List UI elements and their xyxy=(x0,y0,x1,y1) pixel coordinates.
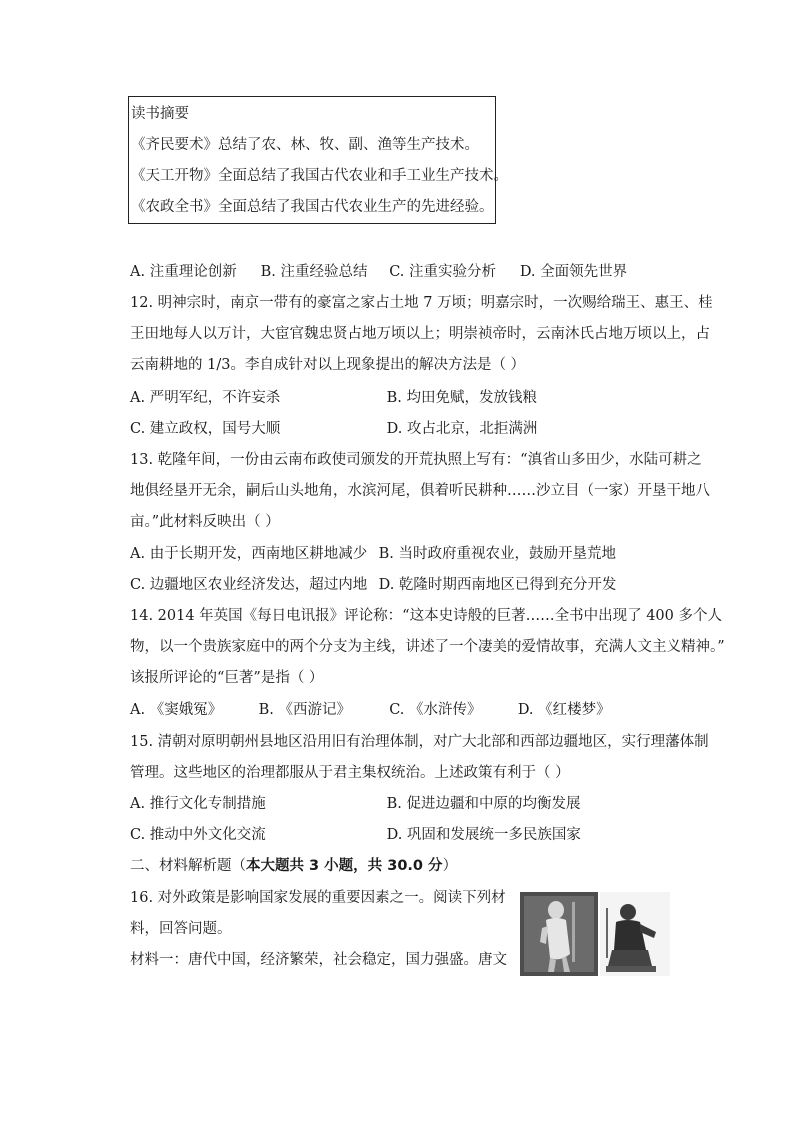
section-heading-prefix: 二、材料解析题（ xyxy=(130,858,246,874)
q16-line: 材料一：唐代中国，经济繁荣，社会稳定，国力强盛。唐文 xyxy=(130,952,507,968)
q12-options-row1 xyxy=(130,388,537,408)
q12-line: 12. 明神宗时，南京一带有的豪富之家占土地 7 万顷；明嘉宗时，一次赐给瑞王、惠王、桂 xyxy=(130,295,713,311)
section-heading-bold: 本大题共 3 小题，共 30.0 分 xyxy=(246,858,443,874)
box-line: 《农政全书》全面总结了我国古代农业生产的先进经验。 xyxy=(131,199,494,215)
q13-line: 13. 乾隆年间，一份由云南布政使司颁发的开荒执照上写有：“滇省山多田少，水陆可耕之 xyxy=(130,452,702,468)
q11-option-b[interactable]: B. 注重经验总结 xyxy=(260,264,368,280)
q12-line: 王田地每人以万计，大宦官魏忠贤占地万顷以上；明崇祯帝时，云南沐氏占地万顷以上，占 xyxy=(130,326,710,342)
q11-option-d[interactable]: D. 全面领先世界 xyxy=(519,264,628,280)
q15-line: 15. 清朝对原明朝州县地区沿用旧有治理体制，对广大北部和西部边疆地区，实行理藩体制 xyxy=(130,734,709,750)
q15-option-a[interactable]: A. 推行文化专制措施 xyxy=(130,796,266,812)
reading-notes-box xyxy=(128,96,508,224)
box-line: 《天工开物》全面总结了我国古代农业和手工业生产技术。 xyxy=(131,168,508,184)
q15-options-row1 xyxy=(130,794,580,814)
q16-line: 16. 对外政策是影响国家发展的重要因素之一。阅读下列材 xyxy=(130,890,506,906)
q11-option-a[interactable]: A. 注重理论创新 xyxy=(130,264,237,280)
tang-figure-photo xyxy=(520,892,598,976)
q13-line: 亩。”此材料反映出（ ） xyxy=(130,514,280,530)
q12-option-c[interactable]: C. 建立政权，国号大顺 xyxy=(130,421,281,437)
box-title: 读书摘要 xyxy=(131,106,189,122)
q13-options-row1 xyxy=(130,544,616,564)
q15-line: 管理。这些地区的治理都服从于君主集权统治。上述政策有利于（ ） xyxy=(130,765,570,781)
q12-option-a[interactable]: A. 严明军纪，不许妄杀 xyxy=(130,390,281,406)
section-heading xyxy=(130,856,457,876)
q14-option-d[interactable]: D. 《红楼梦》 xyxy=(517,702,611,718)
q11-options xyxy=(130,262,627,282)
q13-options-row2 xyxy=(130,575,616,595)
q14-line: 14. 2014 年英国《每日电讯报》评论称：“这本史诗般的巨著……全书中出现了 400 多个人 xyxy=(130,608,722,624)
q15-option-b[interactable]: B. 促进边疆和中原的均衡发展 xyxy=(386,796,581,812)
section-heading-suffix: ） xyxy=(442,858,458,874)
q12-options-row2 xyxy=(130,419,537,439)
q14-line: 该报所评论的“巨著”是指（ ） xyxy=(130,670,324,686)
q14-option-c[interactable]: C. 《水浒传》 xyxy=(389,702,482,718)
q13-line: 地俱经垦开无余，嗣后山头地角，水滨河尾，俱着听民耕种……沙立目（一家）开垦干地八 xyxy=(130,483,710,499)
q12-option-d[interactable]: D. 攻占北京，北拒满洲 xyxy=(386,421,538,437)
q13-option-d[interactable]: D. 乾隆时期西南地区已得到充分开发 xyxy=(378,577,617,593)
q13-option-b[interactable]: B. 当时政府重视农业，鼓励开垦荒地 xyxy=(378,546,616,562)
q14-option-b[interactable]: B. 《西游记》 xyxy=(258,702,351,718)
box-line: 《齐民要术》总结了农、林、牧、副、渔等生产技术。 xyxy=(131,137,479,153)
q15-option-d[interactable]: D. 巩固和发展统一多民族国家 xyxy=(386,827,581,843)
q16-line: 料，回答问题。 xyxy=(130,921,232,937)
q14-options xyxy=(130,700,611,720)
q11-option-c[interactable]: C. 注重实验分析 xyxy=(389,264,497,280)
q14-line: 物，以一个贵族家庭中的两个分支为主线，讲述了一个凄美的爱情故事，充满人文主义精神。” xyxy=(130,639,725,655)
q13-option-c[interactable]: C. 边疆地区农业经济发达，超过内地 xyxy=(130,577,368,593)
tang-statue-photo xyxy=(600,892,670,976)
q15-option-c[interactable]: C. 推动中外文化交流 xyxy=(130,827,266,843)
q15-options-row2 xyxy=(130,825,581,845)
q14-option-a[interactable]: A. 《窦娥冤》 xyxy=(130,702,223,718)
q13-option-a[interactable]: A. 由于长期开发，西南地区耕地减少 xyxy=(130,546,368,562)
q12-option-b[interactable]: B. 均田免赋，发放钱粮 xyxy=(386,390,537,406)
q12-line: 云南耕地的 1/3。李自成针对以上现象提出的解决方法是（ ） xyxy=(130,357,526,373)
